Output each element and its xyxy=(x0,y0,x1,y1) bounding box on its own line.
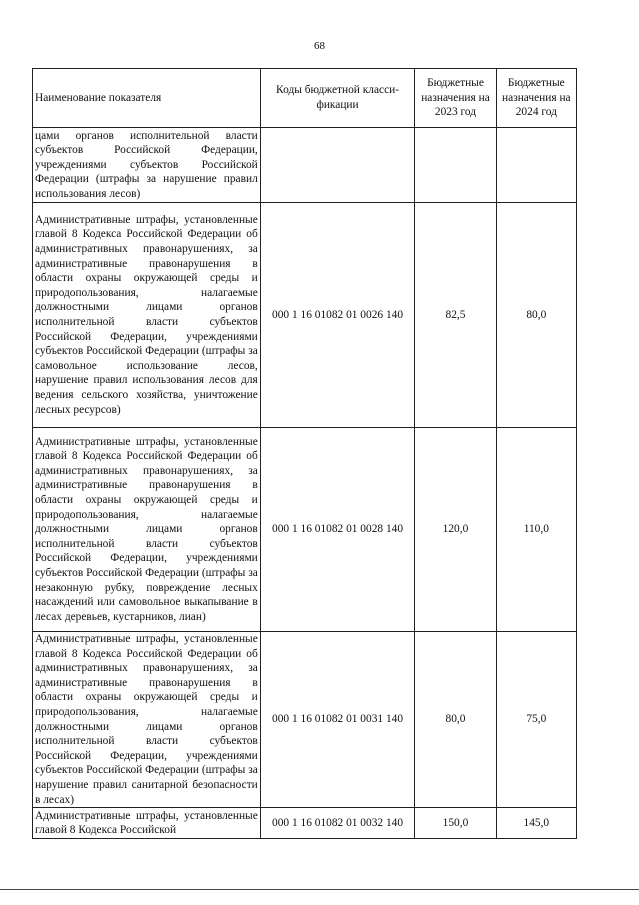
budget-code-cell: 000 1 16 01082 01 0031 140 xyxy=(260,632,415,808)
value-2024-cell: 110,0 xyxy=(496,428,576,632)
indicator-name-cell: Административные штрафы, установленные главой 8 Кодекса Российской xyxy=(33,808,261,839)
value-2024-cell: 145,0 xyxy=(496,808,576,839)
table-row xyxy=(33,203,577,428)
indicator-name-cell: Административные штрафы, установленные главой 8 Кодекса Российской Федерации об административных правонарушениях, за административные правонарушения в области охраны окружающей среды и природопользования, налагаемые должностными лицами органов исполнительной власти субъектов Российской Федерации, учреждениями субъектов Российской Федерации (штрафы за самовольное использование лесов, нарушение правил использования лесов для ведения сельского хозяйства, уничтожение лесных ресурсов) xyxy=(33,203,261,428)
table-header-row xyxy=(33,69,577,128)
value-2024-cell xyxy=(496,128,576,203)
budget-code-cell: 000 1 16 01082 01 0028 140 xyxy=(260,428,415,632)
header-budget-code: Коды бюджетной класси-фикации xyxy=(260,69,415,128)
page-number: 68 xyxy=(314,40,325,52)
value-2024-cell: 75,0 xyxy=(496,632,576,808)
indicator-name-cell: Административные штрафы, установленные главой 8 Кодекса Российской Федерации об административных правонарушениях, за административные правонарушения в области охраны окружающей среды и природопользования, налагаемые должностными лицами органов исполнительной власти субъектов Российской Федерации, учреждениями субъектов Российской Федерации (штрафы за нарушение правил санитарной безопасности в лесах) xyxy=(33,632,261,808)
value-2023-cell: 120,0 xyxy=(415,428,496,632)
value-2023-cell: 80,0 xyxy=(415,632,496,808)
header-indicator-name: Наименование показателя xyxy=(33,69,261,128)
page-bottom-rule xyxy=(0,889,639,890)
table-row xyxy=(33,808,577,839)
budget-code-cell: 000 1 16 01082 01 0026 140 xyxy=(260,203,415,428)
value-2023-cell xyxy=(415,128,496,203)
header-year-2024: Бюджетные назначения на 2024 год xyxy=(496,69,576,128)
value-2023-cell: 150,0 xyxy=(415,808,496,839)
budget-table xyxy=(32,68,577,839)
budget-code-cell: 000 1 16 01082 01 0032 140 xyxy=(260,808,415,839)
budget-code-cell xyxy=(260,128,415,203)
header-year-2023: Бюджетные назначения на 2023 год xyxy=(415,69,496,128)
value-2024-cell: 80,0 xyxy=(496,203,576,428)
table-row xyxy=(33,128,577,203)
value-2023-cell: 82,5 xyxy=(415,203,496,428)
table-row xyxy=(33,632,577,808)
table-row xyxy=(33,428,577,632)
indicator-name-cell: Административные штрафы, установленные главой 8 Кодекса Российской Федерации об административных правонарушениях, за административные правонарушения в области охраны окружающей среды и природопользования, налагаемые должностными лицами органов исполнительной власти субъектов Российской Федерации, учреждениями субъектов Российской Федерации (штрафы за незаконную рубку, повреждение лесных насаждений или самовольное выкапывание в лесах деревьев, кустарников, лиан) xyxy=(33,428,261,632)
indicator-name-cell: цами органов исполнительной власти субъектов Российской Федерации, учреждениями субъектов Российской Федерации (штрафы за нарушение правил использования лесов) xyxy=(33,128,261,203)
